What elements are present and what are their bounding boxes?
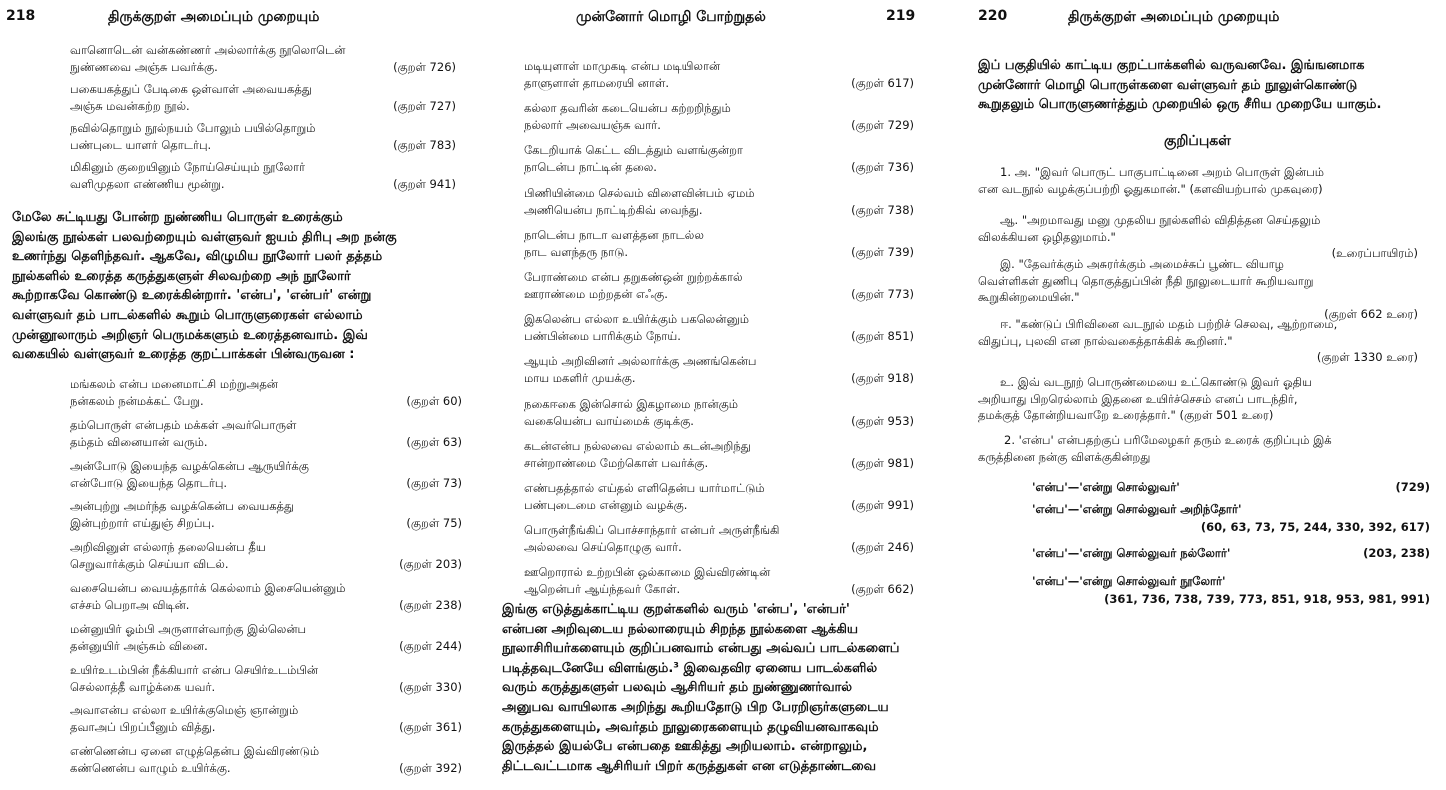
kural-reference: (குறள் 617) [851, 76, 914, 90]
prose-line: உணர்ந்து தெளிந்தவர். ஆகவே, விழுமிய நூலோர் பலர் தத்தம் [12, 249, 383, 265]
kural-reference: (குறள் 918) [851, 371, 914, 386]
verse-line-2: வளிமுதலா எண்ணிய மூன்று. [70, 177, 225, 191]
prose-line: கூற்றாகவே கொண்டு உரைக்கின்றார். 'என்ப', 'என்பர்' என்று [12, 288, 372, 304]
verse-line-2: சான்றாண்மை மேற்கொள் பவர்க்கு. [524, 455, 709, 470]
footnote-line: கருத்தினை நன்கு விளக்குகின்றது [978, 449, 1151, 464]
verse-line-1: நாடென்ப நாடா வளத்தன நாடல்ல [524, 227, 704, 242]
prose-line: இங்கு எடுத்துக்காட்டிய குறள்களில் வரும் 'என்ப', 'என்பர்' [502, 602, 850, 617]
kural-verse [70, 81, 456, 115]
verse-line-1: வசையென்ப வையத்தார்க் கெல்லாம் இசையென்னும் [70, 581, 346, 595]
verse-line-2: பண்பின்மை பாரிக்கும் நோய். [524, 329, 681, 344]
footnote-line: விலக்கியன ஒழிதலுமாம்." [978, 229, 1116, 244]
footnote-line: கூறுகின்றமையின்." [978, 290, 1080, 304]
kural-verse [524, 480, 914, 514]
prose-line: நூலாசிரியர்களையும் குறிப்பனவாம் என்பது அவ்வப் பாடல்களைப் [502, 641, 900, 657]
body-paragraph [12, 208, 460, 365]
verse-line-1: அன்போடு இயைந்த வழக்கென்ப ஆருயிர்க்கு [70, 458, 309, 473]
verse-line-1: பேராண்மை என்ப தறுகண்ஒன் றுற்றக்கால் [524, 270, 743, 284]
footnote-line: 1. அ. "இவர் பொருட் பாகுபாட்டினை அறம் பொருள் இன்பம் [1000, 165, 1324, 179]
verse-line-1: கல்லா தவரின் கடையென்ப கற்றறிந்தும் [524, 101, 731, 116]
footnote-line: அறியாது பிறரெல்லாம் இதனை உயிர்ச்செசம் எனப் பாடந்திர், [978, 391, 1298, 406]
verse-line-1: மிகினும் குறையினும் நோய்செய்யும் நூலோர் [70, 160, 306, 174]
running-title: திருக்குறள் அமைப்பும் முறையும் [1068, 9, 1280, 25]
kural-reference: (குறள் 991) [851, 498, 914, 512]
footnote-source: (குறள் 662 உரை) [1324, 306, 1418, 321]
kural-verse [70, 120, 456, 154]
kural-verse [70, 498, 462, 532]
footnote-item [978, 212, 1418, 262]
verse-line-2: தன்னுயிர் அஞ்சும் வினை. [70, 638, 208, 653]
verse-line-1: மடியுளாள் மாமுகடி என்ப மடியிலான் [524, 59, 721, 73]
kural-reference: (குறள் 941) [393, 177, 456, 191]
verse-line-2: பண்புடைமை என்னும் வழக்கு. [524, 498, 688, 512]
verse-line-2: பண்புடை யாளர் தொடர்பு. [70, 138, 212, 152]
kural-verse [524, 58, 914, 92]
kural-verse [70, 376, 462, 410]
example-refs: (60, 63, 73, 75, 244, 330, 392, 617) [1200, 520, 1430, 534]
kural-verse [524, 438, 914, 472]
page-header [960, 8, 1446, 34]
kural-verse [70, 159, 456, 193]
running-title: திருக்குறள் அமைப்பும் முறையும் [108, 9, 320, 25]
verse-line-2: நுண்ணவை அஞ்சு பவர்க்கு. [70, 60, 218, 74]
kural-reference: (குறள் 330) [399, 679, 462, 694]
kural-verse [524, 522, 914, 556]
verse-line-1: பொருள்நீங்கிப் பொச்சாந்தார் என்பர் அருள்நீங்கி [524, 523, 780, 538]
verse-line-1: ஊறொரால் உற்றபின் ஒல்காமை இவ்விரண்டின் [524, 565, 771, 580]
prose-line: இப் பகுதியில் காட்டிய குறட்பாக்களில் வருவனவே. இங்ஙனமாக [978, 58, 1365, 73]
kural-verse [70, 539, 462, 573]
prose-line: வரும் கருத்துகளுள் பலவும் ஆசிரியர் தம் நுண்ணுணர்வால் [502, 680, 853, 696]
footnote-line: இ. "தேவர்க்கும் அசுரர்க்கும் அமைச்சுப் பூண்ட வியாழ [1000, 257, 1284, 271]
kural-verse [70, 743, 462, 777]
verse-line-1: நவில்தொறும் நூல்நயம் போலும் பயில்தொறும் [70, 121, 316, 135]
footnote-line: வெள்ளிகள் துணிபு தொகுத்துப்பின் நீதி நூலுடையார் கூறியவாறு [978, 273, 1314, 288]
verse-line-2: என்போடு இயைந்த தொடர்பு. [70, 475, 228, 490]
page-header [488, 8, 928, 34]
footnote-source: (உரைப்பாயிரம்) [1331, 246, 1418, 260]
verse-line-1: எண்ணென்ப ஏனை எழுத்தென்ப இவ்விரண்டும் [70, 744, 320, 759]
prose-line: திட்டவட்டமாக ஆசிரியர் பிறர் கருத்துகள் என எடுத்தாண்டவை [502, 758, 877, 774]
book-page-218 [0, 0, 470, 790]
example-label: 'என்ப'—'என்று சொல்லுவர் நூலோர்' [1032, 574, 1226, 588]
running-title: முன்னோர் மொழி போற்றுதல் [576, 9, 766, 25]
example-refs: (203, 238) [1363, 546, 1430, 560]
footnote-2 [978, 432, 1416, 465]
kural-reference: (குறள் 729) [851, 118, 914, 133]
kural-reference: (குறள் 60) [406, 394, 462, 408]
verse-line-1: அன்புற்று அமர்ந்த வழக்கென்ப வையகத்து [70, 499, 295, 514]
page-number: 220 [978, 8, 1008, 24]
verse-line-2: நன்கலம் நன்மக்கட் பேறு. [70, 394, 204, 408]
footnote-source: (குறள் 1330 உரை) [1316, 350, 1418, 364]
kural-verse [524, 269, 914, 303]
prose-line: இருத்தல் இயல்பே என்பதை ஊகித்து அறியலாம். என்றாலும், [502, 739, 868, 755]
footnote-line: தமக்குத் தோன்றியவாறே உரைத்தார்." (குறள் 501 உரை) [978, 408, 1274, 422]
prose-line: நூல்களில் உரைத்த கருத்துகளுள் சிலவற்றை அந் நூலோர் [12, 268, 351, 284]
kural-reference: (குறள் 738) [851, 202, 914, 217]
kural-verse [524, 100, 914, 134]
verse-line-2: தம்தம் வினையான் வரும். [70, 434, 208, 449]
kural-reference: (குறள் 981) [851, 455, 914, 470]
verse-line-1: பகையகத்துப் பேடிகை ஒள்வாள் அவையகத்து [70, 82, 312, 96]
body-paragraph [502, 600, 920, 776]
prose-line: முன்னூலாரும் அறிஞர் பெருமக்களும் உரைத்தனவாம். இவ் [12, 327, 368, 343]
kural-reference: (குறள் 392) [399, 761, 462, 776]
footnote-line: ஈ. "கண்டுப் பிரிவினை வடநூல் மதம் பற்றிச் செலவு, ஆற்றாமை, [1000, 317, 1338, 331]
notes-heading: குறிப்புகள் [1164, 133, 1231, 149]
kural-verse [524, 311, 914, 345]
verse-line-1: அவாஎன்ப எல்லா உயிர்க்குமெஞ் ஞான்றும் [70, 703, 299, 718]
verse-line-1: உயிர்உடம்பின் நீக்கியார் என்ப செயிர்உடம்பின் [70, 662, 319, 677]
verse-line-2: ஆறென்பர் ஆய்ந்தவர் கோள். [524, 582, 681, 597]
verse-line-2: அல்லவை செய்தொழுகு வார். [524, 540, 682, 555]
verse-line-1: மங்கலம் என்ப மனைமாட்சி மற்றுஅதன் [70, 377, 278, 391]
kural-verse [524, 396, 914, 430]
kural-verse [70, 458, 462, 492]
footnote-item [978, 316, 1418, 366]
kural-reference: (குறள் 73) [406, 475, 462, 490]
footnote-item [978, 164, 1418, 197]
footnote-line: 2. 'என்ப' என்பதற்குப் பரிமேலழகர் தரும் உரைக் குறிப்பும் இக் [1004, 433, 1332, 447]
example-label: 'என்ப'—'என்று சொல்லுவர் நல்லோர்' [1032, 546, 1231, 560]
kural-reference: (குறள் 773) [851, 287, 914, 301]
verse-line-2: எச்சம் பெறாஅ விடின். [70, 598, 190, 612]
verse-line-1: கடன்என்ப நல்லவை எல்லாம் கடன்அறிந்து [524, 438, 751, 453]
verse-line-2: நல்லார் அவையஞ்சு வார். [524, 118, 661, 133]
kural-reference: (குறள் 851) [851, 329, 914, 344]
example-refs: (361, 736, 738, 739, 773, 851, 918, 953, 981, 991) [1104, 592, 1430, 606]
prose-line: என்பன அறிவுடைய நல்லாரையும் சிறந்த நூல்களை ஆக்கிய [502, 621, 859, 637]
footnote-line: என வடநூல் வழக்குப்பற்றி ஓதுகமான்." (களவியற்பால் முகவுரை) [978, 181, 1323, 196]
example-label: 'என்ப'—'என்று சொல்லுவர் அறிந்தோர்' [1032, 502, 1242, 516]
prose-line: இலங்கு நூல்கள் பலவற்றையும் வள்ளுவர் ஐயம் திரிபு அற நன்கு [12, 229, 397, 245]
verse-line-1: நகைஈகை இன்சொல் இகழாமை நான்கும் [524, 396, 739, 411]
footnote-item [978, 374, 1418, 424]
verse-line-2: மாய மகளிர் முயக்கு. [524, 371, 636, 386]
kural-reference: (குறள் 238) [399, 598, 462, 612]
footnote-line: ஆ. "அறமாவது மனு முதலிய நூல்களில் விதித்தன செய்தலும் [1000, 213, 1321, 227]
book-page-219 [488, 0, 928, 790]
kural-verse [524, 185, 914, 219]
kural-verse [70, 621, 462, 655]
page-header [0, 8, 470, 34]
footnote-item [978, 256, 1418, 322]
kural-verse [70, 42, 456, 76]
kural-verse [70, 417, 462, 451]
verse-line-2: தாளுளாள் தாமரையி னாள். [524, 76, 669, 90]
kural-reference: (குறள் 783) [393, 138, 456, 152]
verse-line-1: தம்பொருள் என்பதம் மக்கள் அவர்பொருள் [70, 417, 297, 432]
page-number: 218 [6, 8, 36, 24]
kural-verse [524, 227, 914, 261]
page-number: 219 [886, 8, 916, 24]
verse-line-2: அஞ்சு மவன்கற்ற நூல். [70, 99, 190, 113]
kural-reference: (குறள் 736) [851, 160, 914, 175]
kural-reference: (குறள் 203) [399, 557, 462, 572]
prose-line: முன்னோர் மொழி பொருள்களை வள்ளுவர் தம் நூலுள்கொண்டு [978, 77, 1358, 93]
kural-verse [70, 662, 462, 696]
verse-line-1: மன்னுயிர் ஓம்பி அருளாள்வாற்கு இல்லென்ப [70, 621, 307, 636]
kural-reference: (குறள் 63) [406, 434, 462, 449]
verse-line-1: எண்பதத்தால் எய்தல் எளிதென்ப யார்மாட்டும் [524, 481, 765, 495]
kural-verse [524, 353, 914, 387]
prose-line: படித்தவுடனேயே விளங்கும்.³ இவைதவிர ஏனைய பாடல்களில் [502, 660, 878, 676]
verse-line-1: இகலென்ப எல்லா உயிர்க்கும் பகலென்னும் [524, 312, 749, 327]
kural-reference: (குறள் 953) [851, 413, 914, 428]
verse-line-1: வானொடென் வன்கண்ணர் அல்லார்க்கு நூலொடென் [70, 43, 346, 57]
prose-line: கூறுதலும் பொருளுணர்த்தும் முறையில் ஒரு சீரிய முறையே யாகும். [978, 97, 1382, 113]
verse-line-1: பிணியின்மை செல்வம் விளைவின்பம் ஏமம் [524, 185, 755, 200]
verse-line-2: நாடென்ப நாட்டின் தலை. [524, 160, 657, 175]
verse-line-2: தவாஅப் பிறப்பீனும் வித்து. [70, 720, 216, 735]
verse-line-1: அறிவினுள் எல்லாந் தலையென்ப தீய [70, 540, 266, 555]
kural-verse [524, 564, 914, 598]
kural-reference: (குறள் 662) [851, 582, 914, 597]
kural-reference: (குறள் 361) [399, 720, 462, 735]
prose-line: வகையில் வள்ளுவர் உரைத்த குறட்பாக்கள் பின்வருவன : [12, 347, 355, 363]
verse-line-2: நாட வளந்தரு நாடு. [524, 244, 629, 259]
kural-reference: (குறள் 75) [406, 516, 462, 531]
kural-reference: (குறள் 727) [393, 99, 456, 113]
verse-line-2: கண்ணென்ப வாழும் உயிர்க்கு. [70, 761, 231, 776]
verse-line-1: கேடறியாக் கெட்ட விடத்தும் வளங்குன்றா [524, 143, 743, 158]
verse-line-2: அணியென்ப நாட்டிற்கிவ் வைந்து. [524, 202, 703, 217]
footnote-line: விதுப்பு, புலவி என நால்வகைத்தாக்கிக் கூறினர்." [978, 333, 1233, 348]
verse-line-2: செல்லாத்தீ வாழ்க்கை யவர். [70, 679, 216, 694]
verse-line-2: ஊராண்மை மற்றதன் எஃகு. [524, 287, 668, 301]
kural-reference: (குறள் 739) [851, 244, 914, 259]
prose-line: மேலே சுட்டியது போன்ற நுண்ணிய பொருள் உரைக்கும் [12, 210, 343, 225]
book-page-220 [960, 0, 1446, 790]
kural-reference: (குறள் 726) [393, 60, 456, 74]
verse-line-1: ஆயும் அறிவினர் அல்லார்க்கு அணங்கென்ப [524, 354, 757, 369]
kural-reference: (குறள் 246) [851, 540, 914, 555]
kural-reference: (குறள் 244) [399, 638, 462, 653]
example-label: 'என்ப'—'என்று சொல்லுவர்' [1032, 480, 1180, 494]
body-paragraph [978, 56, 1426, 115]
footnote-line: உ. இவ் வடநூற் பொருண்மையை உட்கொண்டு இவர் ஓதிய [1000, 375, 1312, 389]
verse-line-2: செறுவார்க்கும் செய்யா விடல். [70, 557, 229, 572]
kural-verse [70, 702, 462, 736]
verse-line-2: இன்புற்றார் எய்துஞ் சிறப்பு. [70, 516, 215, 531]
prose-line: வள்ளுவர் தம் பாடல்களில் கூறும் பொருளுரைகள் எல்லாம் [12, 307, 363, 323]
prose-line: அனுபவ வாயிலாக அறிந்து கூறியதோடு பிற பேரறிஞர்களுடைய [502, 699, 889, 715]
example-refs: (729) [1395, 480, 1430, 494]
kural-verse [524, 142, 914, 176]
prose-line: கருத்துகளையும், அவர்தம் நூலுரைகளையும் தழுவியனவாகவும் [502, 719, 879, 735]
kural-verse [70, 580, 462, 614]
verse-line-2: வகையென்ப வாய்மைக் குடிக்கு. [524, 413, 694, 428]
